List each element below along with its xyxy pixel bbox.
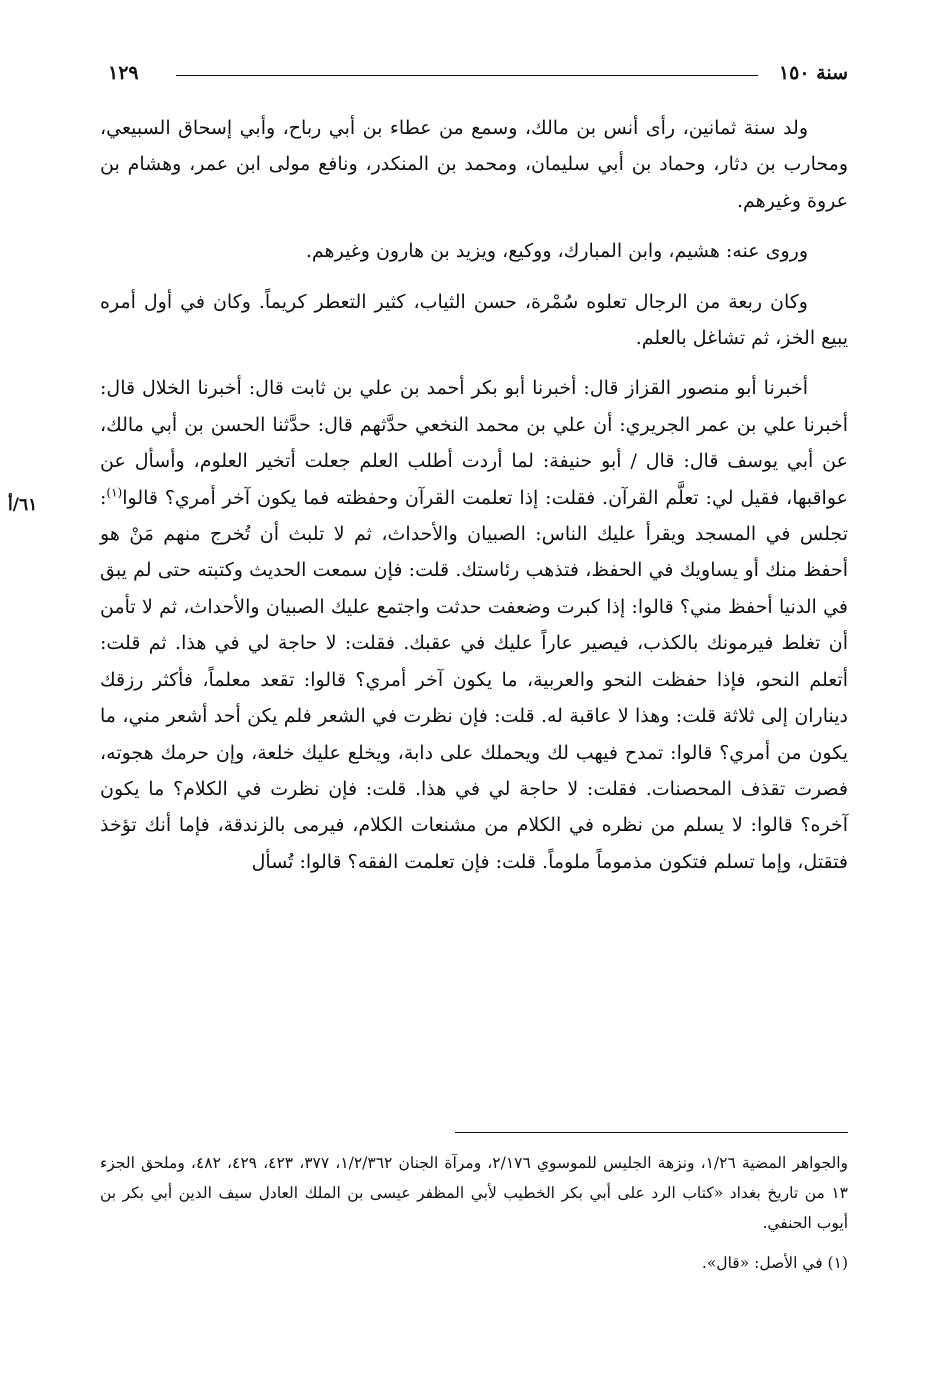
paragraph-narrators: وروى عنه: هشيم، وابن المبارك، ووكيع، ويزيد بن هارون وغيرهم.	[305, 240, 808, 263]
manuscript-folio-reference: ٦١/أ	[8, 495, 38, 515]
paragraph-description: وكان ربعة من الرجال تعلوه سُمْرة، حسن الثياب، كثير التعطر كريماً. وكان في أول أمره يبيع الخز، ثم تشاغل بالعلم.	[100, 290, 848, 350]
main-text	[100, 110, 848, 880]
header-rule	[176, 75, 758, 76]
footnote-marker: (١)	[106, 485, 123, 500]
paragraph-narration	[100, 370, 848, 880]
narration-text-part-1: أخبرنا أبو منصور القزاز قال: أخبرنا أبو بكر أحمد بن علي بن ثابت قال: أخبرنا الخلال قال: أخبرنا علي بن عمر الجريري: أن علي بن محمد النخعي حدَّثهم قال: حدَّثنا الحسن بن أبي مالك، عن أبي يوسف قال: قال / أبو حنيفة: لما أردت أطلب العلم جعلت أتخير العلوم، وأسأل عن عواقبها، فقيل لي: تعلَّم القرآن. فقلت: إذا تعلمت القرآن وحفظته فما يكون آخر أمري؟ قالوا	[100, 377, 848, 509]
footnotes	[100, 1148, 848, 1278]
page-number: ١٢٩	[108, 62, 139, 84]
paragraph-birth: ولد سنة ثمانين، رأى أنس بن مالك، وسمع من عطاء بن أبي رباح، وأبي إسحاق السبيعي، ومحارب بن دثار، وحماد بن أبي سليمان، ومحمد بن المنكدر، ونافع مولى ابن عمر، وهشام بن عروة وغيرهم.	[100, 117, 848, 212]
header-year-title: سنة ١٥٠	[778, 62, 848, 84]
running-header	[108, 58, 848, 94]
footnote-1: (١) في الأصل: «قال».	[701, 1254, 848, 1272]
narration-text-part-2: : تجلس في المسجد ويقرأ عليك الناس: الصبيان والأحداث، ثم لا تلبث أن تُخرج منهم مَنْ هو أحفظ منك أو يساويك في الحفظ، فتذهب رئاستك. قلت: فإن سمعت الحديث وكتبته حتى لم يبق في الدنيا أحفظ مني؟ قالوا: إذا كبرت وضعفت حدثت واجتمع عليك الصبيان والأحداث، ثم لا تأمن أن تغلط فيرمونك بالكذب، فيصير عاراً عليك في عقبك. فقلت: لا حاجة لي في هذا. ثم قلت: أتعلم النحو، فإذا حفظت النحو والعربية، ما يكون آخر أمري؟ قالوا: تقعد معلماً، فأكثر رزقك ديناران إلى ثلاثة قلت: وهذا لا عاقبة له. قلت: فإن نظرت في الشعر فلم يكن أحد أشعر مني، ما يكون من أمري؟ قالوا: تمدح فيهب لك ويحملك على دابة، ويخلع عليك خلعة، وإن حرمك هجوته، فصرت تقذف المحصنات. فقلت: لا حاجة لي في هذا. قلت: فإن نظرت في الكلام؟ ما يكون آخره؟ قالوا: لا يسلم من نظره في الكلام من مشنعات الكلام، فيرمى بالزندقة، فإما أنك تؤخذ فتقتل، وإما تسلم فتكون مذموماً ملوماً. قلت: فإن تعلمت الفقه؟ قالوا: تُسأل	[100, 486, 848, 873]
footnote-sources: والجواهر المضية ١/٢٦، ونزهة الجليس للموسوي ٢/١٧٦، ومرآة الجنان ١/٢/٣٦٢، ٣٧٧، ٤٢٣، ٤٢٩، ٤٨٢، وملحق الجزء ١٣ من تاريخ بغداد «كتاب الرد على أبي بكر الخطيب لأبي المظفر عيسى بن الملك العادل سيف الدين أبي بكر بن أيوب الحنفي.	[100, 1154, 848, 1232]
footnote-rule	[455, 1132, 848, 1133]
